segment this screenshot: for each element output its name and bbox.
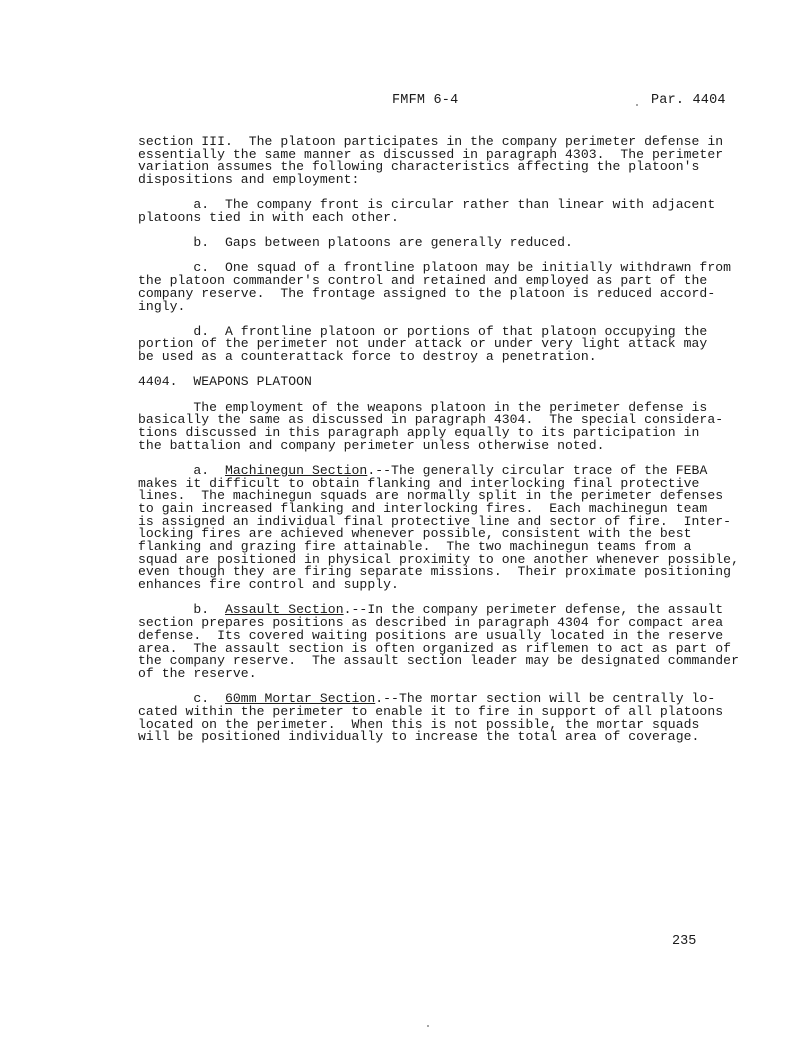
text-line: cated within the perimeter to enable it to fire in support of all platoons — [138, 703, 724, 719]
mortar-paragraph — [138, 693, 738, 744]
scan-speck — [427, 1025, 429, 1027]
text-line: the battalion and company perimeter unless otherwise noted. — [138, 437, 605, 453]
weapons-intro-paragraph — [138, 399, 738, 453]
text-line: section III. The platoon participates in the company perimeter defense in — [138, 134, 724, 149]
text-span: .--The generally circular trace of the FEBA — [367, 462, 708, 478]
intro-paragraph — [138, 136, 738, 187]
text-line: the platoon commander's control and retained and employed as part of the — [138, 273, 708, 289]
text-line: c. One squad of a frontline platoon may be initially withdrawn from — [138, 260, 732, 276]
assault-paragraph — [138, 604, 738, 680]
text-line: basically the same as discussed in paragraph 4304. The special considera- — [138, 412, 724, 428]
item-marker: a. — [138, 462, 225, 478]
text-line: locking fires are achieved whenever possible, consistent with the best — [138, 526, 692, 542]
text-line: variation assumes the following characteristics affecting the platoon's — [138, 159, 700, 175]
text-line: of the reserve. — [138, 665, 257, 681]
mortar-section-title: 60mm Mortar Section — [224, 691, 376, 707]
text-line: portion of the perimeter not under attack or under very light attack may — [138, 336, 708, 352]
text-line: lines. The machinegun squads are normally split in the perimeter defenses — [138, 488, 724, 504]
item-marker: c. — [138, 691, 225, 707]
text-line: makes it difficult to obtain flanking and interlocking final protective — [138, 475, 700, 491]
item-marker: b. — [138, 602, 225, 618]
text-line: defense. Its covered waiting positions are usually located in the reserve — [138, 627, 724, 643]
text-line: squad are positioned in physical proximity to one another whenever possible, — [138, 551, 739, 567]
text-line: platoons tied in with each other. — [138, 210, 399, 226]
text-line: flanking and grazing fire attainable. The two machinegun teams from a — [138, 539, 692, 555]
machinegun-section-title: Machinegun Section — [224, 462, 368, 478]
text-line: d. A frontline platoon or portions of that platoon occupying the — [138, 323, 708, 339]
text-line: section prepares positions as described in paragraph 4304 for compact area — [138, 615, 724, 631]
text-line: b. Gaps between platoons are generally reduced. — [138, 235, 573, 251]
text-line: The employment of the weapons platoon in the perimeter defense is — [138, 399, 708, 415]
text-line: tions discussed in this paragraph apply equally to its participation in — [138, 424, 700, 440]
text-line: to gain increased flanking and interlocking fires. Each machinegun team — [138, 500, 708, 516]
text-span: .--In the company perimeter defense, the assault — [343, 602, 724, 618]
text-line: dispositions and employment: — [138, 172, 360, 188]
body-text — [138, 136, 738, 744]
text-line: area. The assault section is often organized as riflemen to act as part of — [138, 640, 732, 656]
machinegun-paragraph — [138, 462, 739, 593]
text-span: .--The mortar section will be centrally lo- — [375, 691, 716, 707]
text-line: is assigned an individual final protective line and sector of fire. Inter- — [138, 513, 732, 529]
text-line: be used as a counterattack force to destroy a penetration. — [138, 349, 597, 365]
item-d-paragraph — [138, 323, 738, 365]
text-line: located on the perimeter. When this is not possible, the mortar squads — [138, 716, 700, 732]
page-number: 235 — [672, 934, 697, 949]
item-a-paragraph — [138, 199, 738, 224]
item-b-paragraph — [138, 237, 738, 250]
text-line: essentially the same manner as discussed in paragraph 4303. The perimeter — [138, 146, 724, 162]
text-line: even though they are firing separate missions. Their proximate positioning — [138, 564, 732, 580]
text-line: the company reserve. The assault section leader may be designated commander — [138, 653, 739, 669]
section-heading: 4404. WEAPONS PLATOON — [138, 374, 312, 390]
text-line: company reserve. The frontage assigned to the platoon is reduced accord- — [138, 285, 716, 301]
header-paragraph-ref: Par. 4404 — [651, 93, 726, 108]
scan-speck — [636, 104, 638, 106]
text-line: a. The company front is circular rather than linear with adjacent — [138, 197, 716, 213]
text-line: enhances fire control and supply. — [138, 577, 399, 593]
text-line: will be positioned individually to increase the total area of coverage. — [138, 729, 700, 745]
header-manual: FMFM 6-4 — [392, 93, 459, 108]
assault-section-title: Assault Section — [224, 602, 344, 618]
text-line: ingly. — [138, 298, 186, 314]
item-c-paragraph — [138, 262, 738, 313]
